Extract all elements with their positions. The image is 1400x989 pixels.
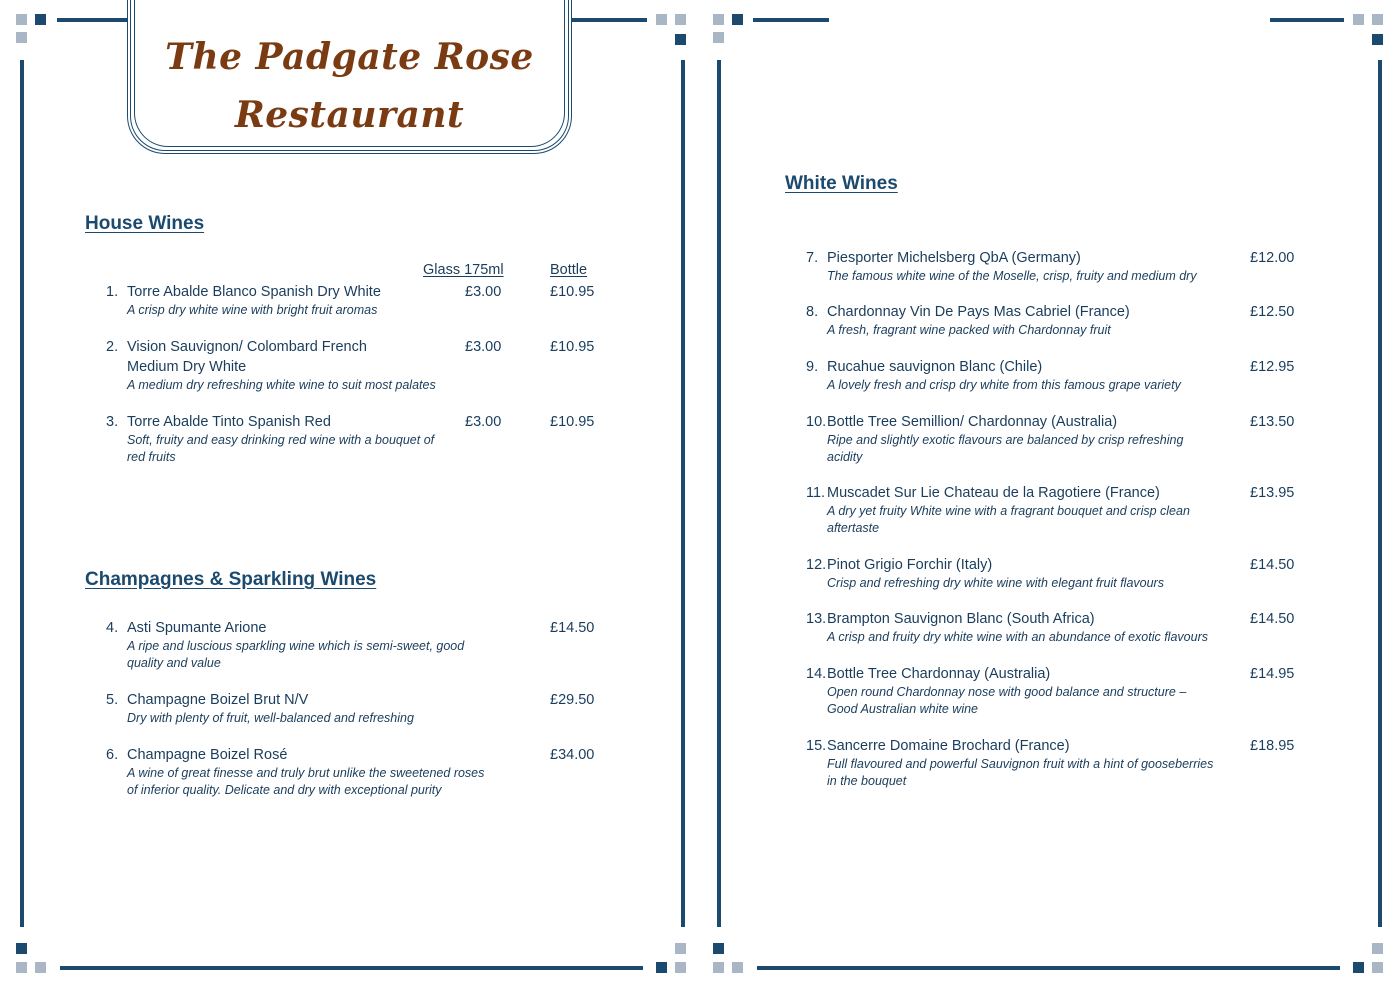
item-number: 9.: [806, 359, 819, 375]
item-number: 14.: [806, 666, 827, 682]
border-top-left-segment: [57, 18, 129, 22]
corner-square: [732, 962, 743, 973]
item-name: Bottle Tree Semillion/ Chardonnay (Australia): [827, 414, 1118, 430]
border-bottom: [757, 966, 1340, 970]
item-name: Champagne Boizel Rosé: [127, 747, 288, 763]
border-top-right-segment: [572, 18, 647, 22]
item-name: Torre Abalde Tinto Spanish Red: [127, 414, 331, 430]
list-item: [806, 609, 1306, 649]
restaurant-title-line1: The Padgate Rose: [165, 36, 534, 78]
item-number: 7.: [806, 250, 819, 266]
item-number: 11.: [806, 485, 826, 501]
list-item: [806, 483, 1306, 543]
corner-square: [16, 32, 27, 43]
corner-square: [675, 962, 686, 973]
item-number: 13.: [806, 611, 827, 627]
item-price: £12.00: [1250, 250, 1295, 266]
border-top-right-segment: [1270, 18, 1344, 22]
item-glass-price: £3.00: [465, 284, 502, 300]
border-right: [1378, 60, 1382, 927]
corner-square: [732, 14, 743, 25]
house-wines-heading: House Wines: [85, 213, 205, 234]
item-name: Rucahue sauvignon Blanc (Chile): [827, 359, 1043, 375]
item-description: A ripe and luscious sparkling wine which is semi-sweet, good: [127, 639, 465, 653]
item-name: Piesporter Michelsberg QbA (Germany): [827, 250, 1081, 266]
glass-column-header: Glass 175ml: [423, 262, 504, 278]
corner-square: [35, 14, 46, 25]
item-name-continued: Medium Dry White: [127, 359, 247, 375]
item-bottle-price: £34.00: [550, 747, 595, 763]
corner-square: [675, 34, 686, 45]
corner-square: [675, 14, 686, 25]
item-description: Ripe and slightly exotic flavours are balanced by crisp refreshing: [827, 433, 1184, 447]
corner-square: [1372, 962, 1383, 973]
list-item: [106, 337, 606, 397]
item-name: Asti Spumante Arione: [127, 620, 267, 636]
item-description: A dry yet fruity White wine with a fragrant bouquet and crisp clean: [827, 504, 1190, 518]
item-price: £12.95: [1250, 359, 1295, 375]
corner-square: [1372, 34, 1383, 45]
corner-square: [1353, 14, 1364, 25]
item-name: Vision Sauvignon/ Colombard French: [127, 339, 367, 355]
item-description-continued: acidity: [827, 450, 863, 464]
item-number: 12.: [806, 557, 827, 573]
item-number: 5.: [106, 692, 119, 708]
corner-square: [1372, 14, 1383, 25]
item-description: A crisp and fruity dry white wine with an abundance of exotic flavours: [827, 630, 1208, 644]
item-number: 10.: [806, 414, 827, 430]
item-description: The famous white wine of the Moselle, crisp, fruity and medium dry: [827, 269, 1197, 283]
item-bottle-price: £29.50: [550, 692, 595, 708]
corner-square: [16, 962, 27, 973]
menu-page-right: [700, 0, 1400, 989]
item-description-continued: in the bouquet: [827, 774, 907, 788]
border-left: [20, 60, 24, 927]
item-description-continued: Good Australian white wine: [827, 702, 979, 716]
item-price: £14.95: [1250, 666, 1295, 682]
item-price: £12.50: [1250, 304, 1295, 320]
item-glass-price: £3.00: [465, 339, 502, 355]
item-description-continued: of inferior quality. Delicate and dry with exceptional purity: [127, 783, 442, 797]
item-bottle-price: £10.95: [550, 284, 595, 300]
border-right: [681, 60, 685, 927]
white-wines-heading: White Wines: [785, 173, 898, 194]
item-name: Sancerre Domaine Brochard (France): [827, 738, 1070, 754]
corner-square: [713, 943, 724, 954]
corner-square: [35, 962, 46, 973]
corner-square: [713, 32, 724, 43]
item-number: 2.: [106, 339, 119, 355]
item-description: Open round Chardonnay nose with good balance and structure –: [827, 685, 1187, 699]
list-item: [806, 736, 1306, 796]
item-description: A fresh, fragrant wine packed with Chardonnay fruit: [827, 323, 1111, 337]
item-price: £14.50: [1250, 611, 1295, 627]
item-number: 1.: [106, 284, 119, 300]
item-name: Champagne Boizel Brut N/V: [127, 692, 309, 708]
border-left: [717, 60, 721, 927]
item-name: Torre Abalde Blanco Spanish Dry White: [127, 284, 381, 300]
item-description: Soft, fruity and easy drinking red wine with a bouquet of: [127, 433, 435, 447]
corner-square: [713, 14, 724, 25]
list-item: [106, 690, 606, 730]
item-number: 15.: [806, 738, 827, 754]
corner-square: [713, 962, 724, 973]
corner-square: [1353, 962, 1364, 973]
list-item: [806, 555, 1306, 595]
list-item: [106, 412, 606, 472]
item-name: Bottle Tree Chardonnay (Australia): [827, 666, 1051, 682]
item-price: £14.50: [1250, 557, 1295, 573]
item-description-continued: aftertaste: [827, 521, 880, 535]
item-bottle-price: £10.95: [550, 414, 595, 430]
item-name: Brampton Sauvignon Blanc (South Africa): [827, 611, 1095, 627]
item-description: A wine of great finesse and truly brut unlike the sweetened roses: [127, 766, 485, 780]
list-item: [106, 618, 606, 678]
list-item: [806, 302, 1306, 342]
bottle-column-header: Bottle: [550, 262, 588, 278]
item-price: £18.95: [1250, 738, 1295, 754]
corner-square: [1372, 943, 1383, 954]
list-item: [106, 745, 606, 805]
item-name: Muscadet Sur Lie Chateau de la Ragotiere (France): [827, 485, 1160, 501]
list-item: [806, 664, 1306, 724]
list-item: [106, 282, 606, 322]
border-top-left-segment: [753, 18, 829, 22]
item-description: A lovely fresh and crisp dry white from this famous grape variety: [827, 378, 1181, 392]
item-bottle-price: £14.50: [550, 620, 595, 636]
item-description: Full flavoured and powerful Sauvignon fruit with a hint of gooseberries: [827, 757, 1214, 771]
item-description: Crisp and refreshing dry white wine with elegant fruit flavours: [827, 576, 1164, 590]
item-description-continued: red fruits: [127, 450, 176, 464]
restaurant-title: [131, 28, 568, 144]
item-description: Dry with plenty of fruit, well-balanced and refreshing: [127, 711, 414, 725]
list-item: [806, 357, 1306, 397]
restaurant-title-line2: Restaurant: [234, 94, 465, 136]
item-description: A medium dry refreshing white wine to suit most palates: [127, 378, 436, 392]
item-number: 6.: [106, 747, 119, 763]
item-price: £13.50: [1250, 414, 1295, 430]
corner-square: [656, 962, 667, 973]
item-description: A crisp dry white wine with bright fruit aromas: [127, 303, 378, 317]
list-item: [806, 412, 1306, 472]
list-item: [806, 248, 1306, 288]
item-name: Chardonnay Vin De Pays Mas Cabriel (France): [827, 304, 1130, 320]
item-bottle-price: £10.95: [550, 339, 595, 355]
item-number: 8.: [806, 304, 819, 320]
border-bottom: [60, 966, 643, 970]
item-number: 3.: [106, 414, 119, 430]
item-description-continued: quality and value: [127, 656, 221, 670]
corner-square: [675, 943, 686, 954]
corner-square: [656, 14, 667, 25]
restaurant-title-box: [127, 0, 572, 154]
item-number: 4.: [106, 620, 119, 636]
corner-square: [16, 943, 27, 954]
sparkling-wines-heading: Champagnes & Sparkling Wines: [85, 569, 377, 590]
corner-square: [16, 14, 27, 25]
item-price: £13.95: [1250, 485, 1295, 501]
item-name: Pinot Grigio Forchir (Italy): [827, 557, 993, 573]
item-glass-price: £3.00: [465, 414, 502, 430]
